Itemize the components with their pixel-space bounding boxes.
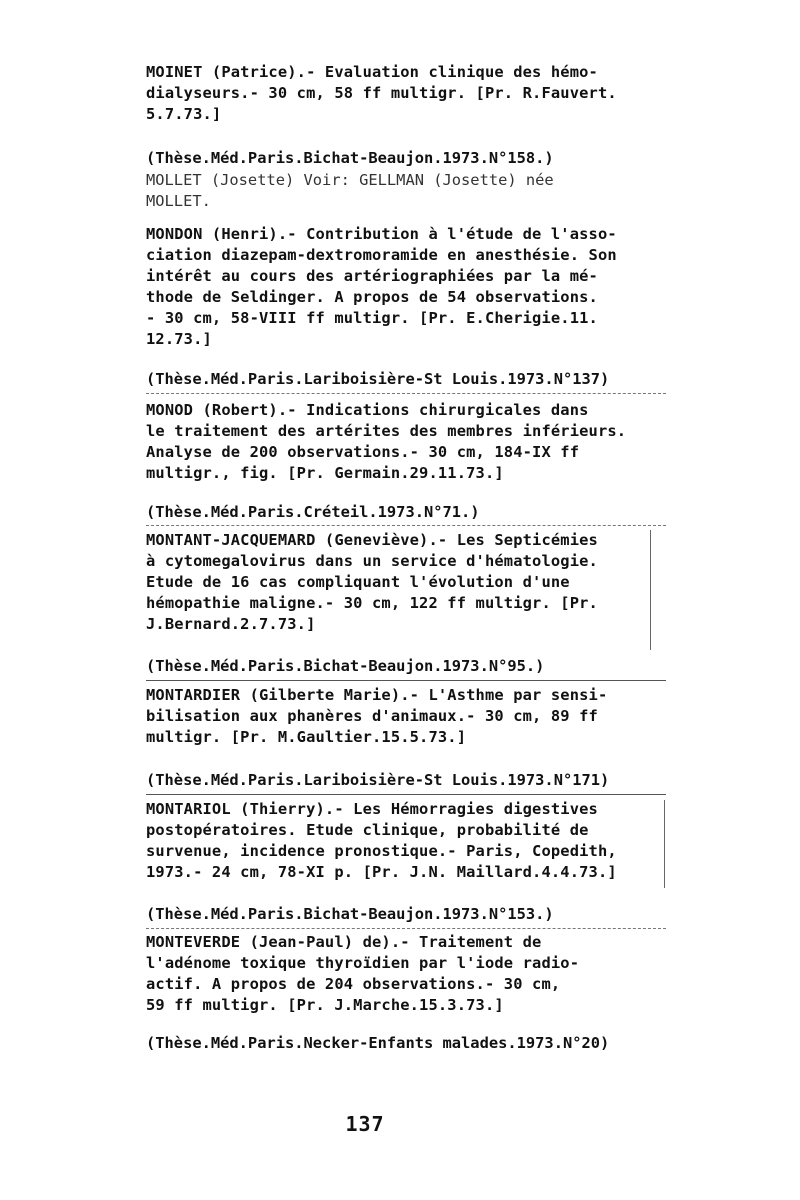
entry-line: 59 ff multigr. [Pr. J.Marche.15.3.73.] bbox=[146, 996, 504, 1014]
entry-line: multigr., fig. [Pr. Germain.29.11.73.] bbox=[146, 464, 504, 482]
entry-line: 1973.- 24 cm, 78-XI p. [Pr. J.N. Maillard.4.4.73.] bbox=[146, 863, 617, 881]
entry-line: hémopathie maligne.- 30 cm, 122 ff multigr. [Pr. bbox=[146, 594, 598, 612]
bibliographic-entry bbox=[146, 224, 666, 350]
separator-rule bbox=[146, 794, 666, 795]
cross-reference bbox=[146, 170, 554, 212]
separator-rule bbox=[146, 680, 666, 681]
entry-line: multigr. [Pr. M.Gaultier.15.5.73.] bbox=[146, 728, 467, 746]
bibliographic-entry bbox=[146, 685, 666, 748]
separator-rule bbox=[146, 393, 666, 394]
entry-line: MONTANT-JACQUEMARD (Geneviève).- Les Septicémies bbox=[146, 531, 598, 549]
entry-line: à cytomegalovirus dans un service d'hématologie. bbox=[146, 552, 598, 570]
entry-line: ciation diazepam-dextromoramide en anesthésie. Son bbox=[146, 246, 617, 264]
entry-line: postopératoires. Etude clinique, probabilité de bbox=[146, 821, 589, 839]
margin-bar bbox=[664, 800, 665, 888]
entry-line: 5.7.73.] bbox=[146, 105, 222, 123]
entry-line: dialyseurs.- 30 cm, 58 ff multigr. [Pr. R.Fauvert. bbox=[146, 84, 617, 102]
entry-line: Analyse de 200 observations.- 30 cm, 184-IX ff bbox=[146, 443, 580, 461]
bibliographic-entry bbox=[146, 400, 666, 484]
cross-reference-line: MOLLET (Josette) Voir: GELLMAN (Josette) née bbox=[146, 171, 554, 189]
entry-line: MOINET (Patrice).- Evaluation clinique des hémo- bbox=[146, 63, 598, 81]
thesis-reference: (Thèse.Méd.Paris.Necker-Enfants malades.1973.N°20) bbox=[146, 1034, 610, 1052]
entry-line: survenue, incidence pronostique.- Paris, Copedith, bbox=[146, 842, 617, 860]
bibliographic-entry bbox=[146, 62, 666, 125]
thesis-reference: (Thèse.Méd.Paris.Créteil.1973.N°71.) bbox=[146, 503, 480, 521]
entry-line: l'adénome toxique thyroïdien par l'iode radio- bbox=[146, 954, 580, 972]
bibliographic-entry bbox=[146, 932, 666, 1016]
entry-line: - 30 cm, 58-VIII ff multigr. [Pr. E.Cherigie.11. bbox=[146, 309, 598, 327]
thesis-reference: (Thèse.Méd.Paris.Bichat-Beaujon.1973.N°153.) bbox=[146, 905, 554, 923]
thesis-reference: (Thèse.Méd.Paris.Lariboisière-St Louis.1973.N°171) bbox=[146, 771, 610, 789]
entry-line: thode de Seldinger. A propos de 54 observations. bbox=[146, 288, 598, 306]
bibliographic-entry bbox=[146, 530, 666, 635]
separator-rule bbox=[146, 928, 666, 929]
entry-line: MONTARDIER (Gilberte Marie).- L'Asthme par sensi- bbox=[146, 686, 608, 704]
entry-line: MONTEVERDE (Jean-Paul) de).- Traitement de bbox=[146, 933, 542, 951]
entry-line: MONDON (Henri).- Contribution à l'étude de l'asso- bbox=[146, 225, 617, 243]
thesis-reference: (Thèse.Méd.Paris.Lariboisière-St Louis.1973.N°137) bbox=[146, 370, 610, 388]
entry-line: le traitement des artérites des membres inférieurs. bbox=[146, 422, 627, 440]
thesis-reference: (Thèse.Méd.Paris.Bichat-Beaujon.1973.N°158.) bbox=[146, 149, 554, 167]
entry-line: 12.73.] bbox=[146, 330, 212, 348]
cross-reference-line: MOLLET. bbox=[146, 192, 211, 210]
entry-line: actif. A propos de 204 observations.- 30 cm, bbox=[146, 975, 561, 993]
entry-line: Etude de 16 cas compliquant l'évolution d'une bbox=[146, 573, 570, 591]
margin-bar bbox=[650, 530, 651, 650]
page-number: 137 bbox=[345, 1112, 385, 1136]
entry-line: MONOD (Robert).- Indications chirurgicales dans bbox=[146, 401, 589, 419]
entry-line: J.Bernard.2.7.73.] bbox=[146, 615, 316, 633]
entry-line: bilisation aux phanères d'animaux.- 30 cm, 89 ff bbox=[146, 707, 598, 725]
bibliographic-entry bbox=[146, 799, 666, 883]
entry-line: intérêt au cours des artériographiées par la mé- bbox=[146, 267, 598, 285]
entry-line: MONTARIOL (Thierry).- Les Hémorragies digestives bbox=[146, 800, 598, 818]
thesis-reference: (Thèse.Méd.Paris.Bichat-Beaujon.1973.N°95.) bbox=[146, 657, 545, 675]
separator-rule bbox=[146, 525, 666, 526]
